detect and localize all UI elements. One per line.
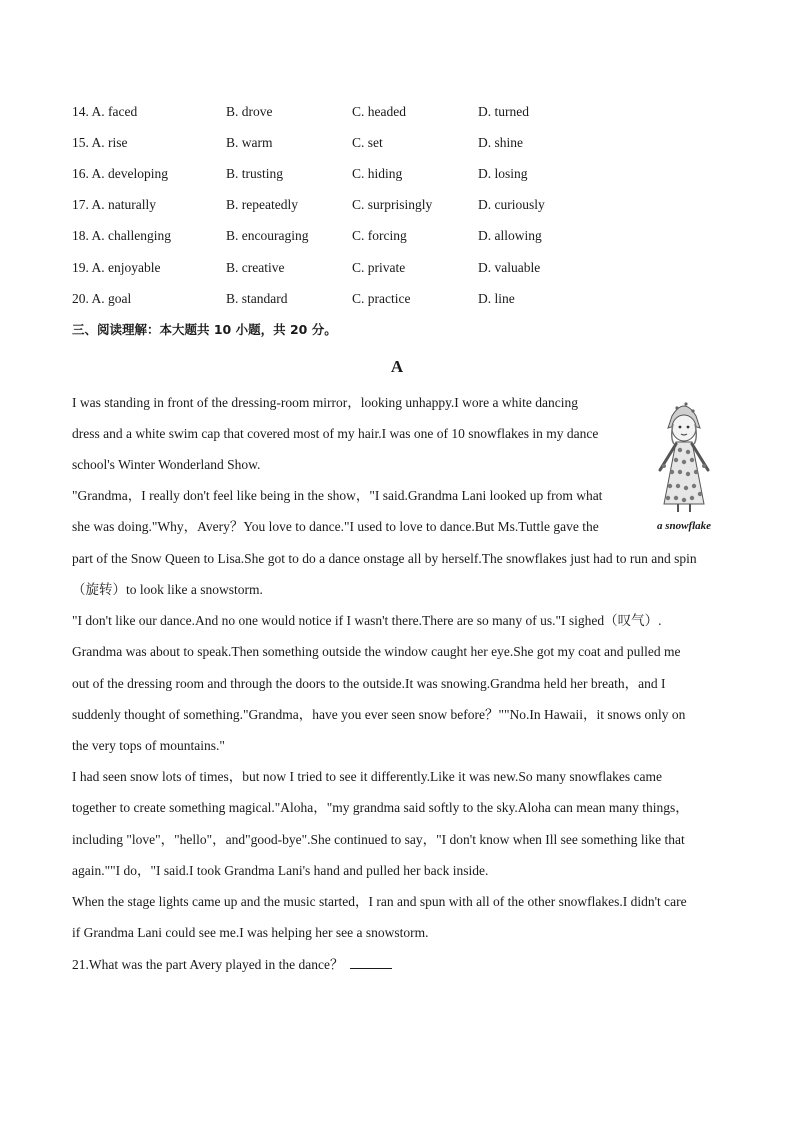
passage-line: out of the dressing room and through the doors to the outside.It was snowing.Grandma held her breath，and I xyxy=(72,676,666,691)
option-b: B. repeatedly xyxy=(226,197,298,212)
passage-line: including "love"，"hello"，and"good-bye".She continued to say，"I don't know when Ill see something like that xyxy=(72,832,685,847)
option-row xyxy=(72,102,632,122)
option-b: B. encouraging xyxy=(226,228,309,243)
option-a: 19. A. enjoyable xyxy=(72,260,161,275)
option-row xyxy=(72,226,632,246)
answer-blank[interactable] xyxy=(350,954,392,969)
passage-line: dress and a white swim cap that covered most of my hair.I was one of 10 snowflakes in my dance xyxy=(72,426,599,441)
option-a: 20. A. goal xyxy=(72,291,132,306)
option-d: D. losing xyxy=(478,166,528,181)
girl-in-dress-icon xyxy=(646,394,722,518)
option-c: C. surprisingly xyxy=(352,197,433,212)
option-a: 16. A. developing xyxy=(72,166,168,181)
section-heading: 三、阅读理解：本大题共 10 小题，共 20 分。 xyxy=(72,322,337,337)
option-d: D. line xyxy=(478,291,515,306)
option-d: D. curiously xyxy=(478,197,545,212)
option-d: D. shine xyxy=(478,135,523,150)
option-b: B. warm xyxy=(226,135,273,150)
passage-line: together to create something magical."Aloha，"my grandma said softly to the sky.Aloha can mean many things， xyxy=(72,800,689,815)
snowflake-illustration xyxy=(646,394,722,532)
option-a: 15. A. rise xyxy=(72,135,128,150)
option-c: C. forcing xyxy=(352,228,407,243)
option-d: D. turned xyxy=(478,104,529,119)
option-b: B. trusting xyxy=(226,166,284,181)
option-row xyxy=(72,258,632,278)
passage-line: part of the Snow Queen to Lisa.She got to do a dance onstage all by herself.The snowflakes just had to run and spin xyxy=(72,551,697,566)
passage-line: Grandma was about to speak.Then something outside the window caught her eye.She got my coat and pulled me xyxy=(72,644,681,659)
option-row xyxy=(72,164,632,184)
option-b: B. creative xyxy=(226,260,285,275)
option-d: D. allowing xyxy=(478,228,542,243)
passage-line: "Grandma，I really don't feel like being in the show，"I said.Grandma Lani looked up from what xyxy=(72,488,603,503)
passage-line: I had seen snow lots of times，but now I tried to see it differently.Like it was new.So many snowflakes came xyxy=(72,769,662,784)
option-c: C. private xyxy=(352,260,406,275)
option-b: B. drove xyxy=(226,104,273,119)
passage-line: school's Winter Wonderland Show. xyxy=(72,457,261,472)
option-c: C. practice xyxy=(352,291,411,306)
option-b: B. standard xyxy=(226,291,288,306)
passage-line: suddenly thought of something."Grandma，have you ever seen snow before？""No.In Hawaii，it snows only on xyxy=(72,707,686,722)
question-text: 21.What was the part Avery played in the dance？ xyxy=(72,957,344,972)
option-row xyxy=(72,289,632,309)
option-a: 14. A. faced xyxy=(72,104,138,119)
passage-line: "I don't like our dance.And no one would notice if I wasn't there.There are so many of us."I sighed（叹气）. xyxy=(72,613,662,628)
passage-title: A xyxy=(390,357,404,376)
option-a: 18. A. challenging xyxy=(72,228,171,243)
option-d: D. valuable xyxy=(478,260,541,275)
passage-line: if Grandma Lani could see me.I was helping her see a snowstorm. xyxy=(72,925,429,940)
option-row xyxy=(72,133,632,153)
option-a: 17. A. naturally xyxy=(72,197,156,212)
passage-line: again.""I do，"I said.I took Grandma Lani's hand and pulled her back inside. xyxy=(72,863,489,878)
figure-caption: a snowflake xyxy=(656,520,712,532)
passage-line: When the stage lights came up and the music started，I ran and spun with all of the other snowflakes.I didn't care xyxy=(72,894,687,909)
passage-line: she was doing."Why，Avery？You love to dance."I used to love to dance.But Ms.Tuttle gave the xyxy=(72,519,599,534)
passage-line: I was standing in front of the dressing-room mirror，looking unhappy.I wore a white dancing xyxy=(72,395,579,410)
passage-line: the very tops of mountains." xyxy=(72,738,225,753)
option-row xyxy=(72,195,632,215)
passage-line: （旋转）to look like a snowstorm. xyxy=(72,582,263,597)
option-c: C. hiding xyxy=(352,166,403,181)
option-c: C. set xyxy=(352,135,383,150)
option-c: C. headed xyxy=(352,104,406,119)
question-21 xyxy=(72,954,392,976)
